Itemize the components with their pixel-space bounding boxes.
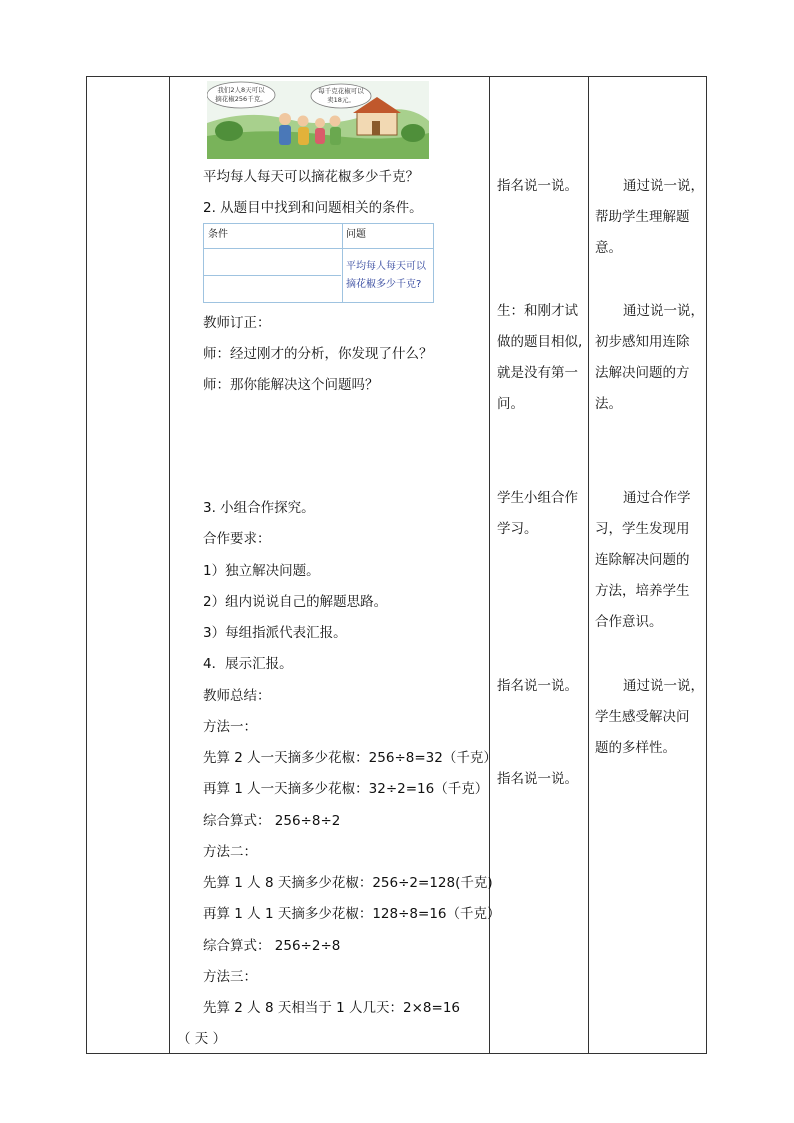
student-activity-2: 生：和刚才试 做的题目相似, 就是没有第一 问。 [497,303,583,412]
table-question-line-2: 摘花椒多少千克? [346,279,422,290]
method-1-line-3: 综合算式： 256÷8÷2 [203,813,341,829]
teacher-question-1: 师：经过刚才的分析，你发现了什么？ [203,346,433,362]
method-1-line-1: 先算 2 人一天摘多少花椒：256÷8=32（千克） [203,750,497,766]
design-purpose-1: 通过说一说， 帮助学生理解题 意。 [595,178,704,256]
column-divider-1 [169,77,170,1053]
student-activity-3: 学生小组合作 学习。 [497,490,578,537]
cooperation-requirements: 合作要求： [203,531,271,547]
bubble-right-line-2: 卖18元。 [327,96,355,104]
table-question-line-1: 平均每人每天可以 [346,261,426,272]
student-activity-1: 指名说一说。 [497,178,578,194]
requirement-3: 3）每组指派代表汇报。 [203,625,347,641]
design-purpose-2: 通过说一说， 初步感知用连除 法解决问题的方 法。 [595,303,704,412]
method-3-line-1: 先算 2 人 8 天相当于 1 人几天：2×8=16 [203,1000,460,1016]
method-2-title: 方法二： [203,844,257,860]
teacher-summary: 教师总结： [203,688,271,704]
method-2-line-1: 先算 1 人 8 天摘多少花椒：256÷2=128(千克) [203,875,493,891]
column-divider-3 [588,77,589,1053]
method-3-line-2: （ 天 ） [177,1031,227,1047]
requirement-2: 2）组内说说自己的解题思路。 [203,594,388,610]
method-3-title: 方法三： [203,969,257,985]
student-activity-4: 指名说一说。 [497,678,578,694]
step-3: 3. 小组合作探究。 [203,500,315,516]
method-2-line-3: 综合算式： 256÷2÷8 [203,938,341,954]
bubble-left-line-2: 摘花椒256千克。 [215,95,267,103]
requirement-1: 1）独立解决问题。 [203,563,320,579]
method-1-title: 方法一： [203,719,257,735]
question-text: 平均每人每天可以摘花椒多少千克？ [203,169,419,185]
method-2-line-2: 再算 1 人 1 天摘多少花椒：128÷8=16（千克） [203,906,501,922]
table-header-question: 问题 [346,229,366,240]
step-2: 2. 从题目中找到和问题相关的条件。 [203,200,423,216]
illustration-picture [207,81,429,159]
teacher-correct: 教师订正： [203,315,271,331]
bubble-left-line-1: 我们2人8天可以 [217,86,265,94]
design-purpose-3: 通过合作学 习，学生发现用 连除解决问题的 方法，培养学生 合作意识。 [595,490,691,630]
lesson-table [86,76,707,1054]
student-activity-5: 指名说一说。 [497,771,578,787]
teacher-question-2: 师：那你能解决这个问题吗？ [203,377,379,393]
conditions-question-table [203,223,434,303]
bubble-right-line-1: 每千克花椒可以 [318,87,364,95]
step-4: 4．展示汇报。 [203,656,293,672]
design-purpose-4: 通过说一说， 学生感受解决问 题的多样性。 [595,678,704,756]
table-header-conditions: 条件 [208,229,228,240]
method-1-line-2: 再算 1 人一天摘多少花椒：32÷2=16（千克） [203,781,489,797]
